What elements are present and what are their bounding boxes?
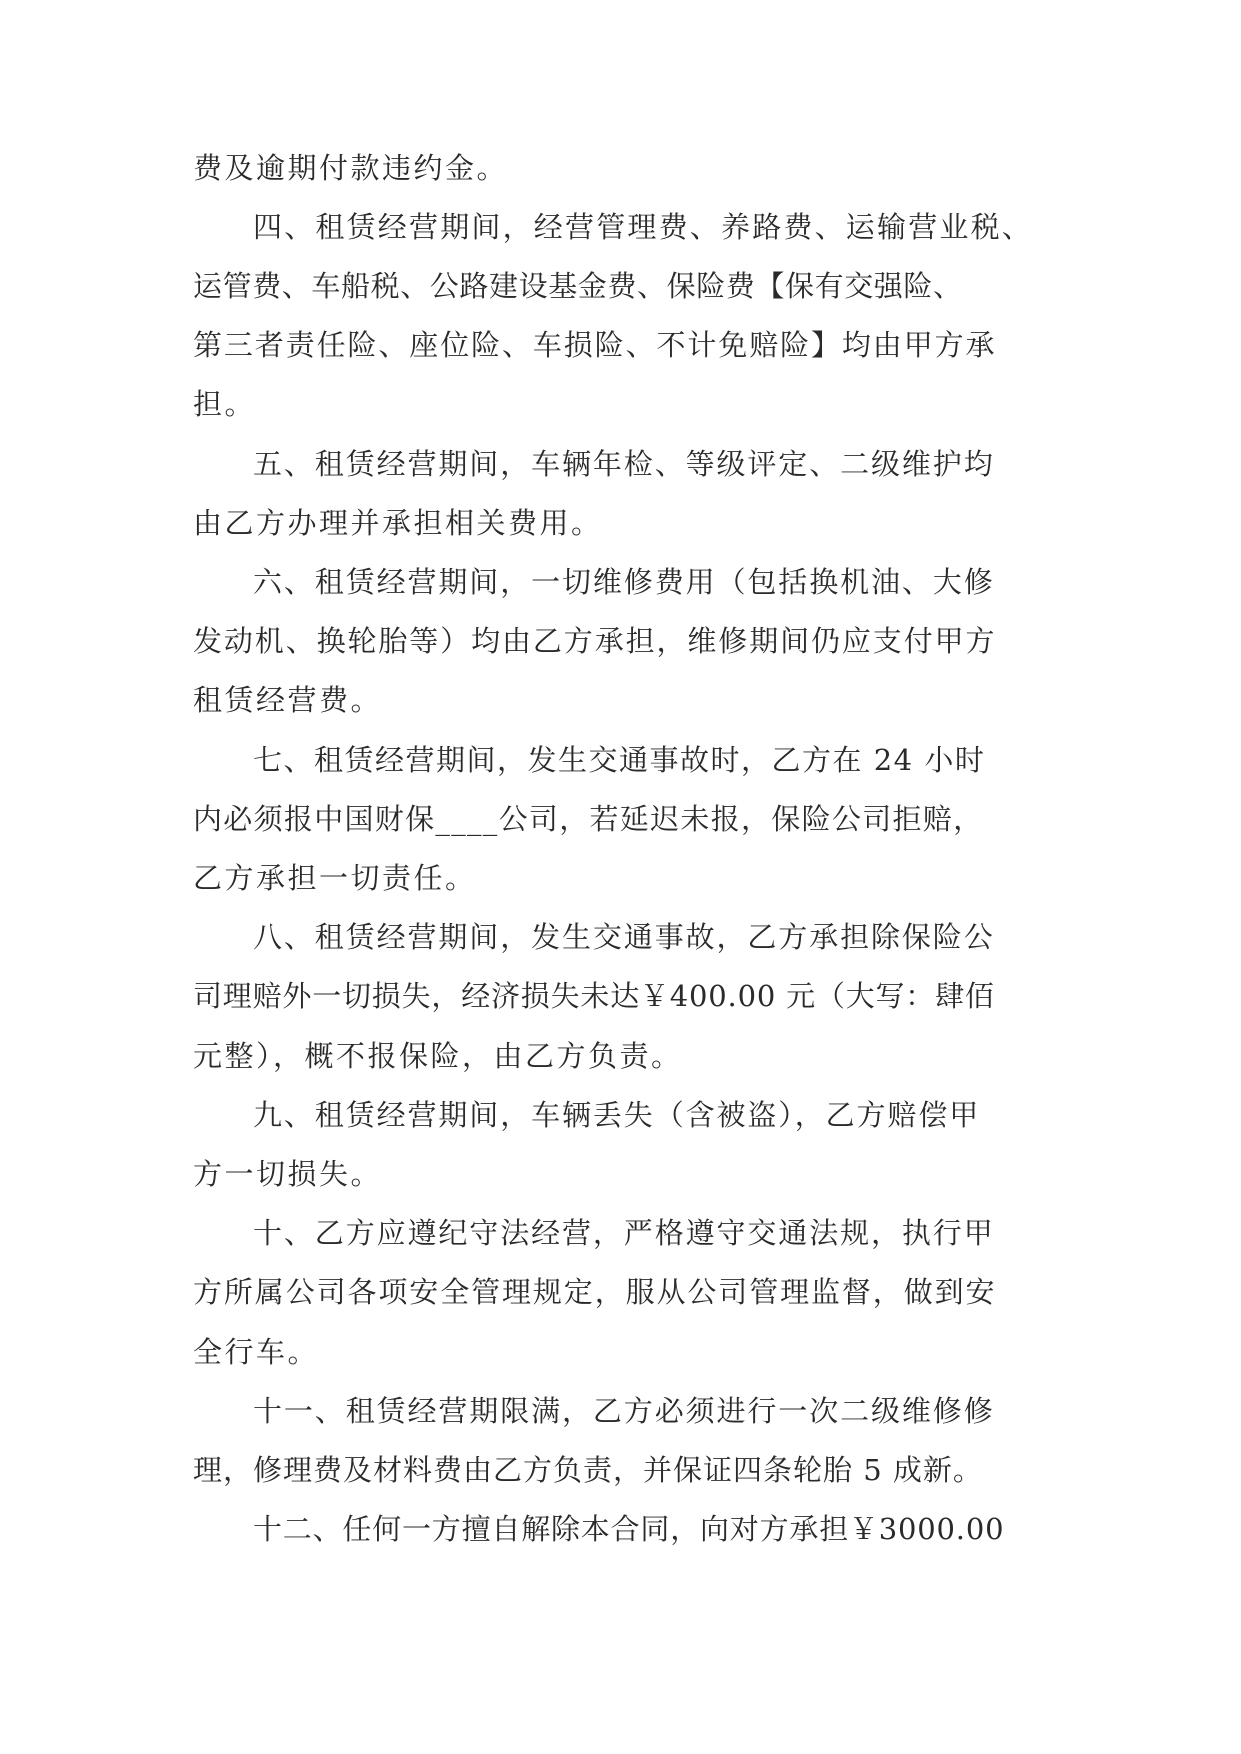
text-line-7: 由乙方办理并承担相关费用。 xyxy=(193,506,603,540)
text-line-1: 费及逾期付款违约金。 xyxy=(193,151,509,185)
text-line-12: 内必须报中国财保____公司，若延迟未报，保险公司拒赔， xyxy=(193,802,984,836)
text-line-14: 八、租赁经营期间，发生交通事故，乙方承担除保险公 xyxy=(253,920,995,954)
text-line-9: 发动机、换轮胎等）均由乙方承担，维修期间仍应支付甲方 xyxy=(193,624,997,658)
text-line-19: 十、乙方应遵纪守法经营，严格遵守交通法规，执行甲 xyxy=(253,1216,995,1250)
text-line-4: 第三者责任险、座位险、车损险、不计免赔险】均由甲方承 xyxy=(193,328,997,362)
text-line-15: 司理赔外一切损失，经济损失未达￥400.00 元（大写：肆佰 xyxy=(193,979,995,1013)
text-line-5: 担。 xyxy=(193,387,257,421)
text-line-10: 租赁经营费。 xyxy=(193,683,383,717)
text-line-23: 理，修理费及材料费由乙方负责，并保证四条轮胎 5 成新。 xyxy=(193,1453,983,1487)
text-line-11: 七、租赁经营期间，发生交通事故时，乙方在 24 小时 xyxy=(253,743,986,777)
text-line-8: 六、租赁经营期间，一切维修费用（包括换机油、大修 xyxy=(253,565,995,599)
text-line-2: 四、租赁经营期间，经营管理费、养路费、运输营业税、 xyxy=(253,210,1034,244)
text-line-13: 乙方承担一切责任。 xyxy=(193,861,477,895)
text-line-17: 九、租赁经营期间，车辆丢失（含被盗），乙方赔偿甲 xyxy=(253,1098,981,1132)
text-line-24: 十二、任何一方擅自解除本合同，向对方承担￥3000.00 xyxy=(253,1512,1005,1546)
text-line-16: 元整），概不报保险，由乙方负责。 xyxy=(193,1039,683,1073)
text-line-22: 十一、租赁经营期限满，乙方必须进行一次二级维修修 xyxy=(253,1394,995,1428)
text-line-3: 运管费、车船税、公路建设基金费、保险费【保有交强险、 xyxy=(193,269,963,303)
text-line-21: 全行车。 xyxy=(193,1335,320,1369)
text-line-6: 五、租赁经营期间，车辆年检、等级评定、二级维护均 xyxy=(253,447,995,481)
text-line-20: 方所属公司各项安全管理规定，服从公司管理监督，做到安 xyxy=(193,1275,997,1309)
text-line-18: 方一切损失。 xyxy=(193,1157,383,1191)
